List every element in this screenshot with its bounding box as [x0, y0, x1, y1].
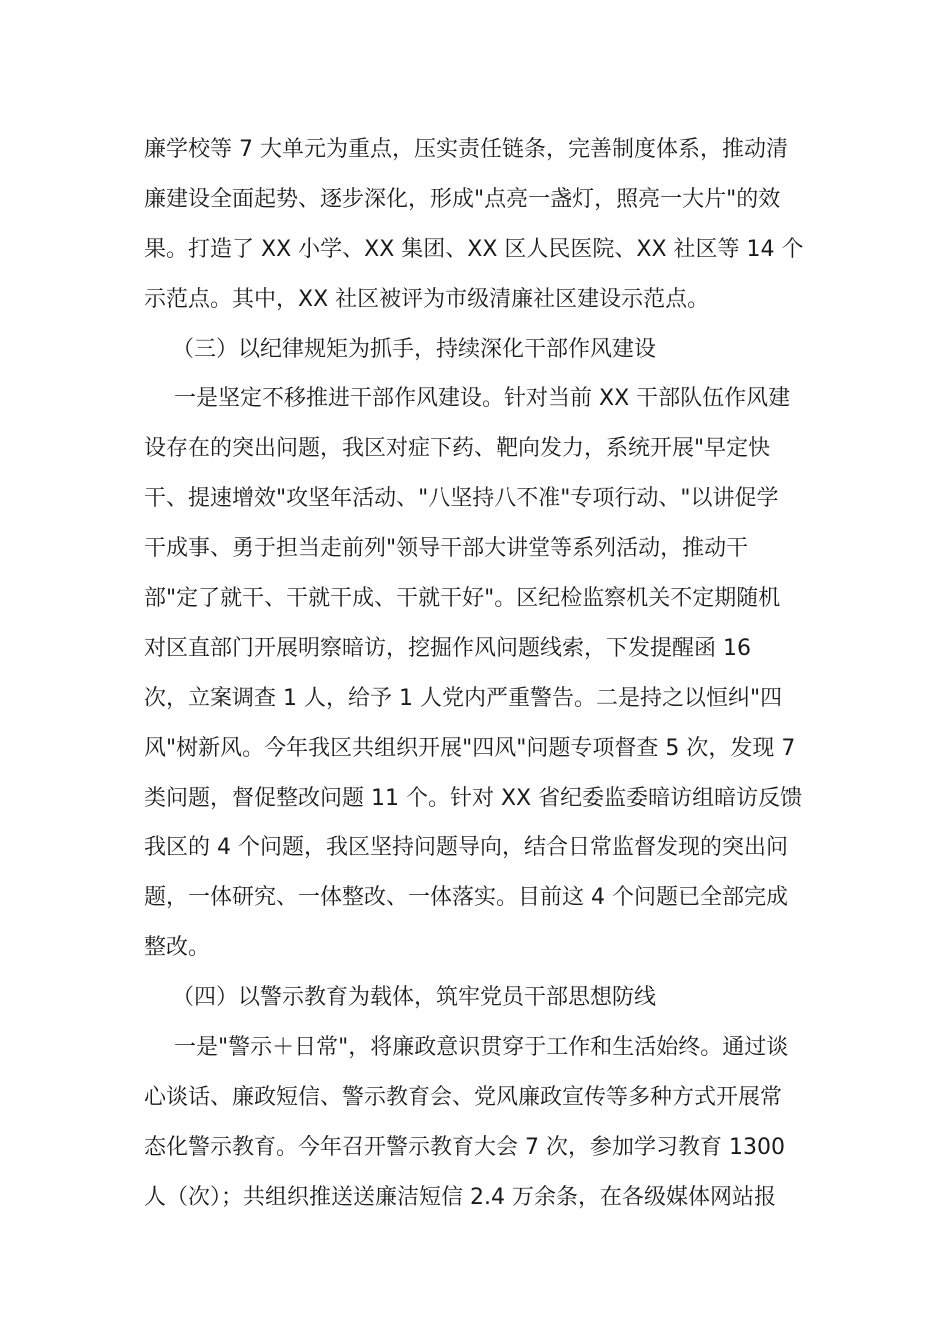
text-line: 设存在的突出问题，我区对症下药、靶向发力，系统开展"早定快	[144, 436, 771, 462]
text-line: 题，一体研究、一体整改、一体落实。目前这 4 个问题已全部完成	[144, 885, 788, 911]
text-line: 类问题，督促整改问题 11 个。针对 XX 省纪委监委暗访组暗访反馈	[144, 785, 803, 811]
text-line: 对区直部门开展明察暗访，挖掘作风问题线索，下发提醒函 16	[144, 635, 751, 661]
text-line: 整改。	[144, 935, 211, 961]
text-line: 态化警示教育。今年召开警示教育大会 7 次，参加学习教育 1300	[144, 1134, 785, 1160]
paragraph-start: 一是"警示＋日常"，将廉政意识贯穿于工作和生活始终。通过谈	[174, 1035, 789, 1061]
text-line: 人（次）；共组织推送送廉洁短信 2.4 万余条，在各级媒体网站报	[144, 1184, 776, 1210]
text-line: 心谈话、廉政短信、警示教育会、党风廉政宣传等多种方式开展常	[144, 1084, 783, 1110]
section-heading-3: （三）以纪律规矩为抓手，持续深化干部作风建设	[172, 336, 657, 362]
paragraph-start: 一是坚定不移推进干部作风建设。针对当前 XX 干部队伍作风建	[174, 386, 791, 412]
text-line: 示范点。其中，XX 社区被评为市级清廉社区建设示范点。	[144, 286, 710, 312]
text-line: 部"定了就干、干就干成、干就干好"。区纪检监察机关不定期随机	[144, 586, 781, 612]
section-heading-4: （四）以警示教育为载体，筑牢党员干部思想防线	[172, 985, 657, 1011]
text-line: 干、提速增效"攻坚年活动、"八坚持八不准"专项行动、"以讲促学	[144, 486, 779, 512]
text-line: 次，立案调查 1 人，给予 1 人党内严重警告。二是持之以恒纠"四	[144, 685, 783, 711]
body-text	[144, 125, 808, 1223]
text-line: 我区的 4 个问题，我区坚持问题导向，结合日常监督发现的突出问	[144, 835, 788, 861]
text-line: 果。打造了 XX 小学、XX 集团、XX 区人民医院、XX 社区等 14 个	[144, 236, 804, 262]
text-line: 廉建设全面起势、逐步深化，形成"点亮一盏灯，照亮一大片"的效	[144, 186, 781, 212]
text-line: 干成事、勇于担当走前列"领导干部大讲堂等系列活动，推动干	[144, 536, 749, 562]
text-line: 廉学校等 7 大单元为重点，压实责任链条，完善制度体系，推动清	[144, 137, 788, 162]
text-line: 风"树新风。今年我区共组织开展"四风"问题专项督查 5 次，发现 7	[144, 735, 796, 761]
